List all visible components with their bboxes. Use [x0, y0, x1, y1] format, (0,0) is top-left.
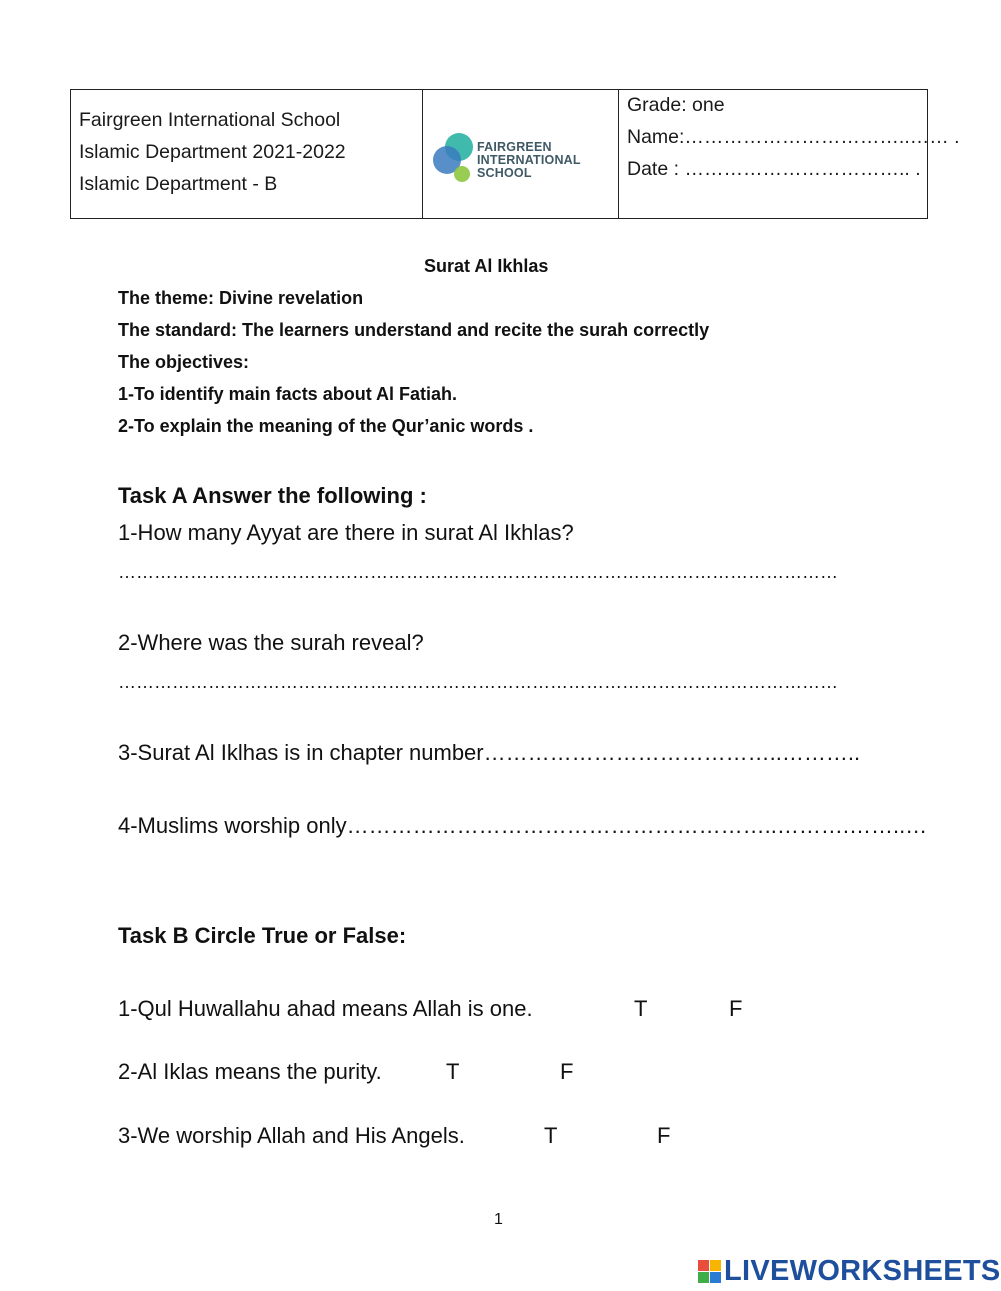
- lesson-theme: The theme: Divine revelation: [118, 288, 364, 308]
- department-section: Islamic Department - B: [79, 173, 278, 195]
- question-2: 2-Where was the surah reveal?: [118, 630, 424, 655]
- tf-statement-2: 2-Al Iklas means the purity.: [118, 1059, 382, 1084]
- question-4[interactable]: 4-Muslims worship only…………………………………………………..……….……..…: [118, 813, 928, 838]
- logo-line: SCHOOL: [477, 166, 532, 180]
- task-a-heading: Task A Answer the following :: [118, 483, 427, 508]
- answer-line-1[interactable]: …………………………………………………………………………………………………………: [118, 562, 838, 582]
- header-divider: [618, 90, 619, 218]
- question-1: 1-How many Ayyat are there in surat Al Ikhlas?: [118, 520, 574, 545]
- tf-statement-3: 3-We worship Allah and His Angels.: [118, 1123, 465, 1148]
- objectives-label: The objectives:: [118, 352, 250, 372]
- page-number: 1: [494, 1211, 503, 1228]
- date-field[interactable]: Date : …………………………….. .: [627, 158, 921, 180]
- objective-2: 2-To explain the meaning of the Qur’anic words .: [118, 416, 534, 436]
- logo-line: FAIRGREEN: [477, 140, 552, 154]
- objective-1: 1-To identify main facts about Al Fatiah.: [118, 384, 458, 404]
- true-option-1[interactable]: T: [634, 996, 648, 1021]
- tf-statement-1: 1-Qul Huwallahu ahad means Allah is one.: [118, 996, 533, 1021]
- lesson-title: Surat Al Ikhlas: [424, 256, 549, 276]
- school-name: Fairgreen International School: [79, 109, 341, 131]
- liveworksheets-icon: [698, 1260, 721, 1283]
- true-option-2[interactable]: T: [446, 1059, 460, 1084]
- false-option-3[interactable]: F: [657, 1123, 671, 1148]
- lesson-standard: The standard: The learners understand and recite the surah correctly: [118, 320, 710, 340]
- logo-line: INTERNATIONAL: [477, 153, 581, 167]
- logo-wordmark: [477, 141, 581, 180]
- name-field[interactable]: Name:……………………………..…… .: [627, 126, 960, 148]
- question-3[interactable]: 3-Surat Al Iklhas is in chapter number…………………………………..………..: [118, 740, 861, 765]
- brand-text: LIVEWORKSHEETS: [724, 1254, 1001, 1287]
- answer-line-2[interactable]: …………………………………………………………………………………………………………: [118, 672, 838, 692]
- task-b-heading: Task B Circle True or False:: [118, 923, 407, 948]
- header-divider: [422, 90, 423, 218]
- grade-field: Grade: one: [627, 94, 725, 116]
- department-year: Islamic Department 2021-2022: [79, 141, 346, 163]
- false-option-2[interactable]: F: [560, 1059, 574, 1084]
- liveworksheets-brand: [698, 1254, 1001, 1288]
- false-option-1[interactable]: F: [729, 996, 743, 1021]
- true-option-3[interactable]: T: [544, 1123, 558, 1148]
